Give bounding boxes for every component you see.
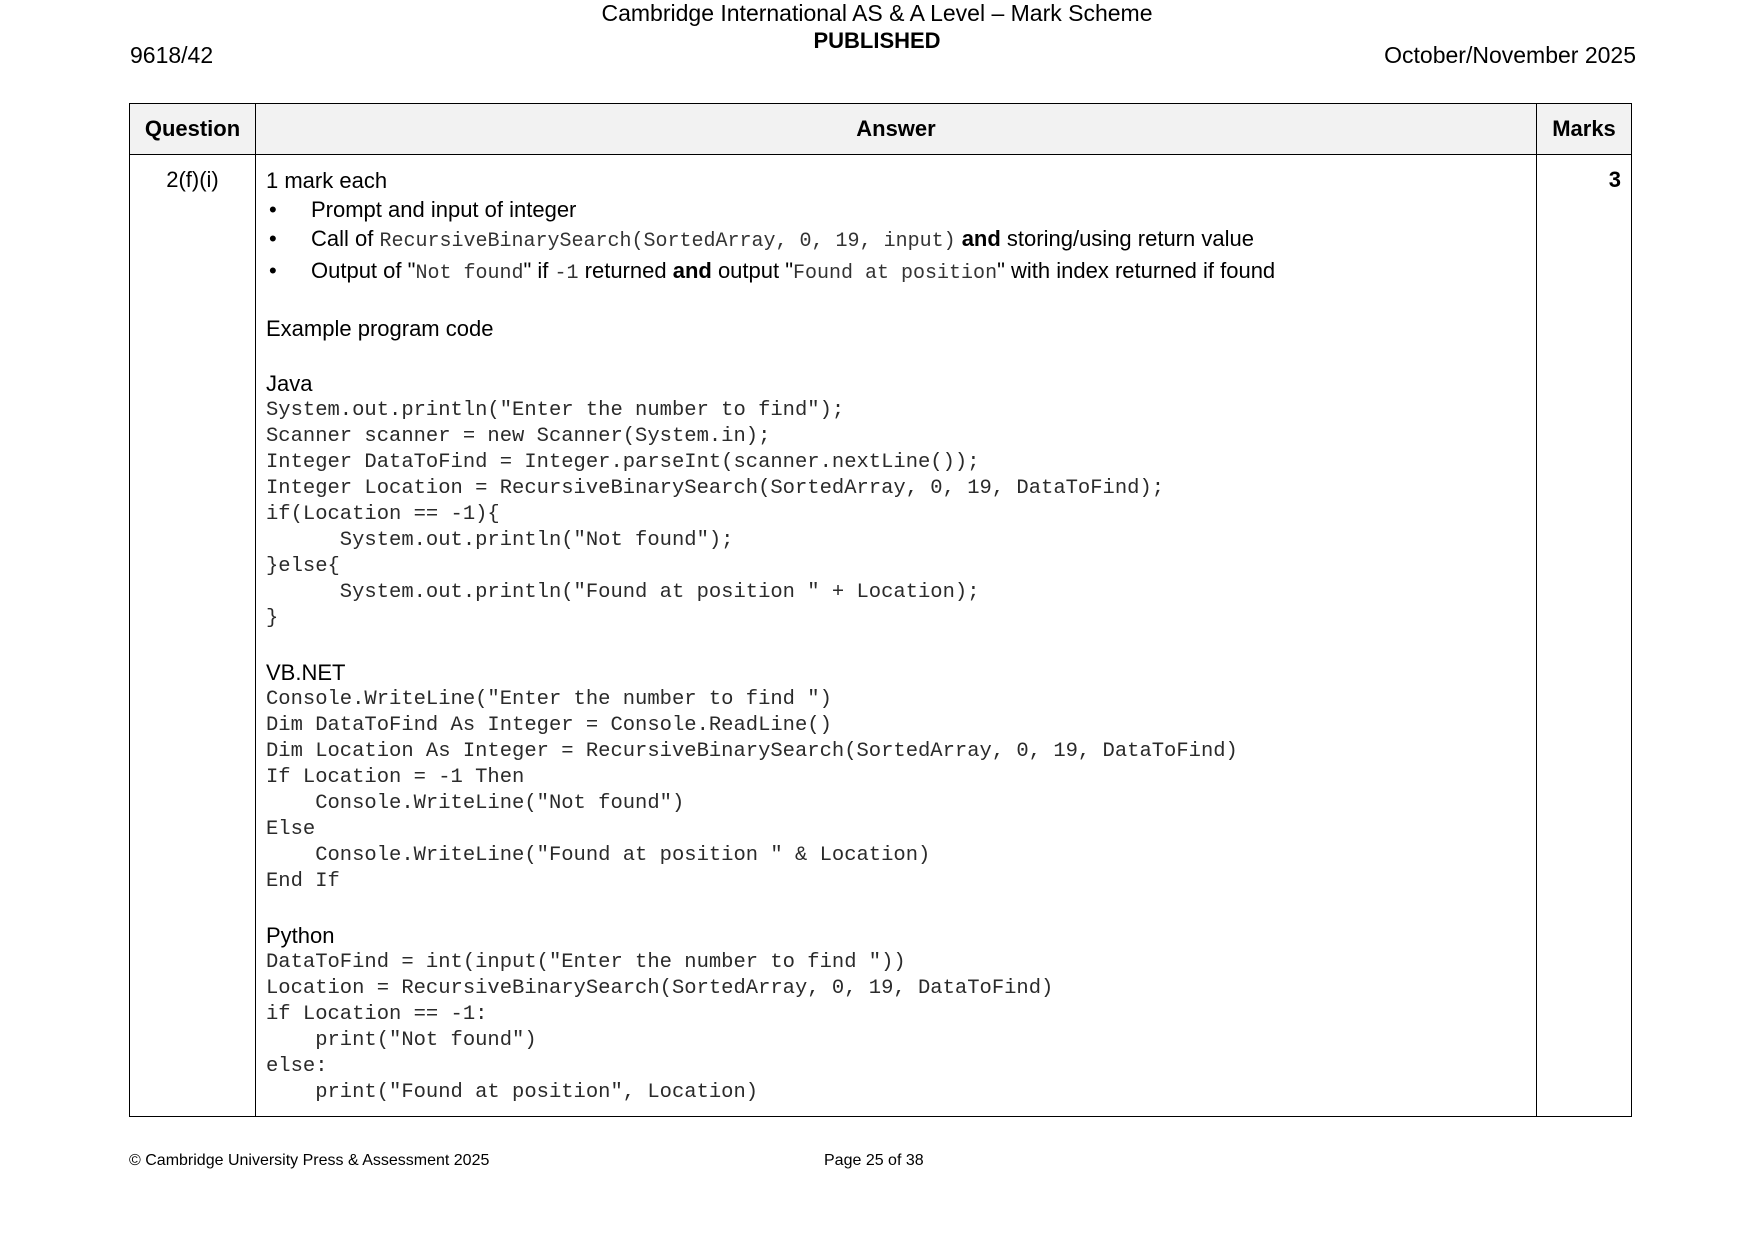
marking-point-text: storing/using return value (1000, 226, 1254, 251)
marking-point-2 (266, 224, 1526, 256)
example-label: Example program code (266, 316, 494, 341)
code-fragment: -1 (554, 262, 579, 285)
vbnet-code-block: Console.WriteLine("Enter the number to find ") Dim DataToFind As Integer = Console.ReadLine() Dim Location As Integer = RecursiveBinarySearch(SortedArray, 0, 19, DataToFind) If Location = -1 Then Console.WriteLine("Not found") Else Console.WriteLine("Found at position " & Location) End If (266, 688, 1238, 893)
marking-point-text: " if (523, 258, 555, 283)
java-label: Java (266, 371, 313, 396)
published-label: PUBLISHED (813, 28, 941, 53)
marks-column-header: Marks (1537, 104, 1632, 155)
answer-column-header: Answer (256, 104, 1537, 155)
code-fragment: Found at position (793, 262, 998, 285)
marking-points (266, 195, 1526, 288)
code-fragment: RecursiveBinarySearch(SortedArray, 0, 19, input) (379, 230, 956, 253)
marking-point-text: Prompt and input of integer (311, 197, 577, 222)
mark-intro: 1 mark each (266, 168, 388, 193)
document-title: Cambridge International AS & A Level – Mark Scheme (601, 0, 1153, 26)
copyright-notice: © Cambridge University Press & Assessment 2025 (129, 1152, 490, 1169)
answer-cell (256, 155, 1537, 1117)
bullet-icon: • (269, 258, 277, 283)
emphasis-text: and (672, 258, 712, 283)
java-code-block: System.out.println("Enter the number to find"); Scanner scanner = new Scanner(System.in); Integer DataToFind = Integer.parseInt(scanner.nextLine()); Integer Location = RecursiveBinarySearch(SortedArray, 0, 19, DataToFind); if(Location == -1){ System.out.println("Not found"); }else{ System.out.println("Found at position " + Location); } (266, 399, 1165, 630)
marking-point-text: returned (578, 258, 673, 283)
question-number: 2(f)(i) (130, 155, 256, 1117)
marking-point-1 (266, 195, 1526, 224)
python-code-block: DataToFind = int(input("Enter the number to find ")) Location = RecursiveBinarySearch(SortedArray, 0, 19, DataToFind) if Location == -1: print("Not found") else: print("Found at position", Location) (266, 951, 1054, 1104)
emphasis-text: and (955, 226, 1001, 251)
bullet-icon: • (269, 226, 277, 251)
marking-point-text: Output of " (311, 258, 416, 283)
marking-point-text: output " (711, 258, 794, 283)
bullet-icon: • (269, 197, 277, 222)
marking-point-text: Call of (311, 226, 380, 251)
paper-code: 9618/42 (130, 42, 214, 68)
python-label: Python (266, 923, 335, 948)
vbnet-label: VB.NET (266, 660, 346, 685)
code-fragment: Not found (415, 262, 524, 285)
table-header-row (130, 104, 1632, 155)
marking-point-3 (266, 256, 1526, 288)
marks-value: 3 (1537, 155, 1632, 1117)
question-column-header: Question (130, 104, 256, 155)
marking-point-text: " with index returned if found (997, 258, 1276, 283)
table-row (130, 155, 1632, 1117)
page-number: Page 25 of 38 (824, 1152, 924, 1169)
mark-scheme-table (129, 103, 1632, 1117)
exam-session: October/November 2025 (1384, 42, 1636, 68)
